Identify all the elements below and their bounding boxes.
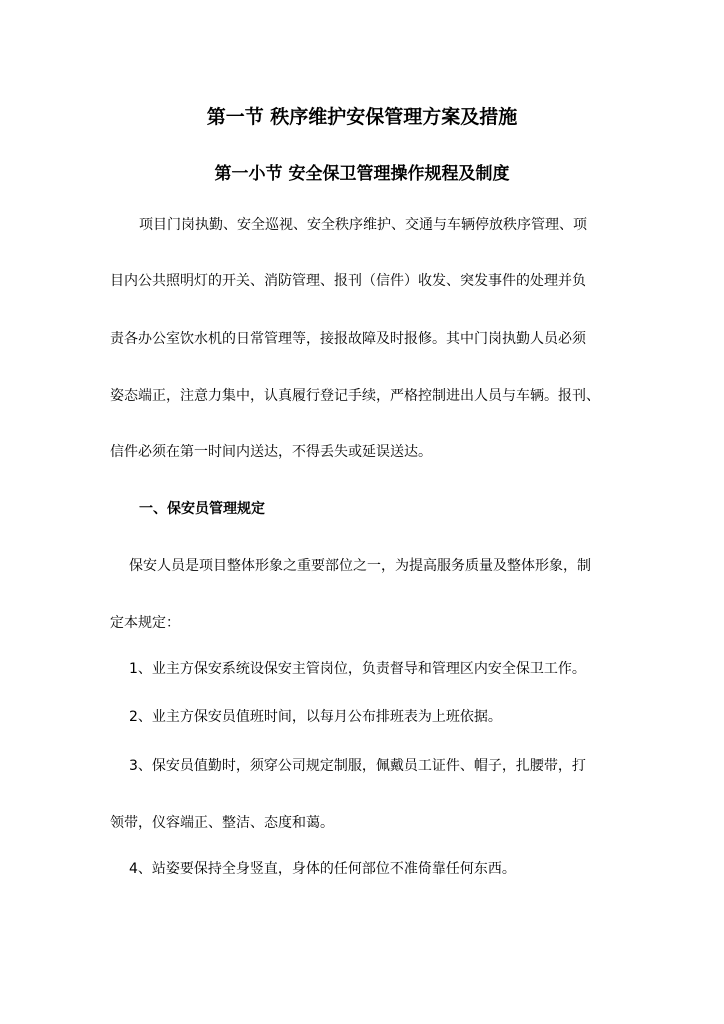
page-title: 第一节 秩序维护安保管理方案及措施	[206, 106, 518, 128]
section-title: 第一小节 安全保卫管理操作规程及制度	[214, 164, 510, 184]
subsection-heading: 一、保安员管理规定	[139, 501, 265, 517]
rule-item: 4、站姿要保持全身竖直，身体的任何部位不准倚靠任何东西。	[129, 861, 516, 877]
intro-line: 姿态端正，注意力集中，认真履行登记手续，严格控制进出人员与车辆。报刊、	[110, 388, 600, 404]
paragraph-line: 保安人员是项目整体形象之重要部位之一，为提高服务质量及整体形象，制	[129, 558, 591, 574]
rule-item: 3、保安员值勤时，须穿公司规定制服，佩戴员工证件、帽子，扎腰带，打	[129, 758, 586, 774]
intro-line: 责各办公室饮水机的日常管理等，接报故障及时报修。其中门岗执勤人员必须	[110, 331, 586, 347]
intro-line: 信件必须在第一时间内送达，不得丢失或延误送达。	[110, 444, 432, 460]
paragraph-line: 定本规定：	[110, 615, 180, 631]
rule-item: 1、业主方保安系统设保安主管岗位，负责督导和管理区内安全保卫工作。	[129, 661, 586, 677]
intro-line: 目内公共照明灯的开关、消防管理、报刊（信件）收发、突发事件的处理并负	[110, 273, 586, 289]
rule-item-continued: 领带，仪容端正、整洁、态度和蔼。	[110, 815, 334, 831]
intro-line: 项目门岗执勤、安全巡视、安全秩序维护、交通与车辆停放秩序管理、项	[139, 217, 587, 233]
rule-item: 2、业主方保安员值班时间，以每月公布排班表为上班依据。	[129, 709, 502, 725]
